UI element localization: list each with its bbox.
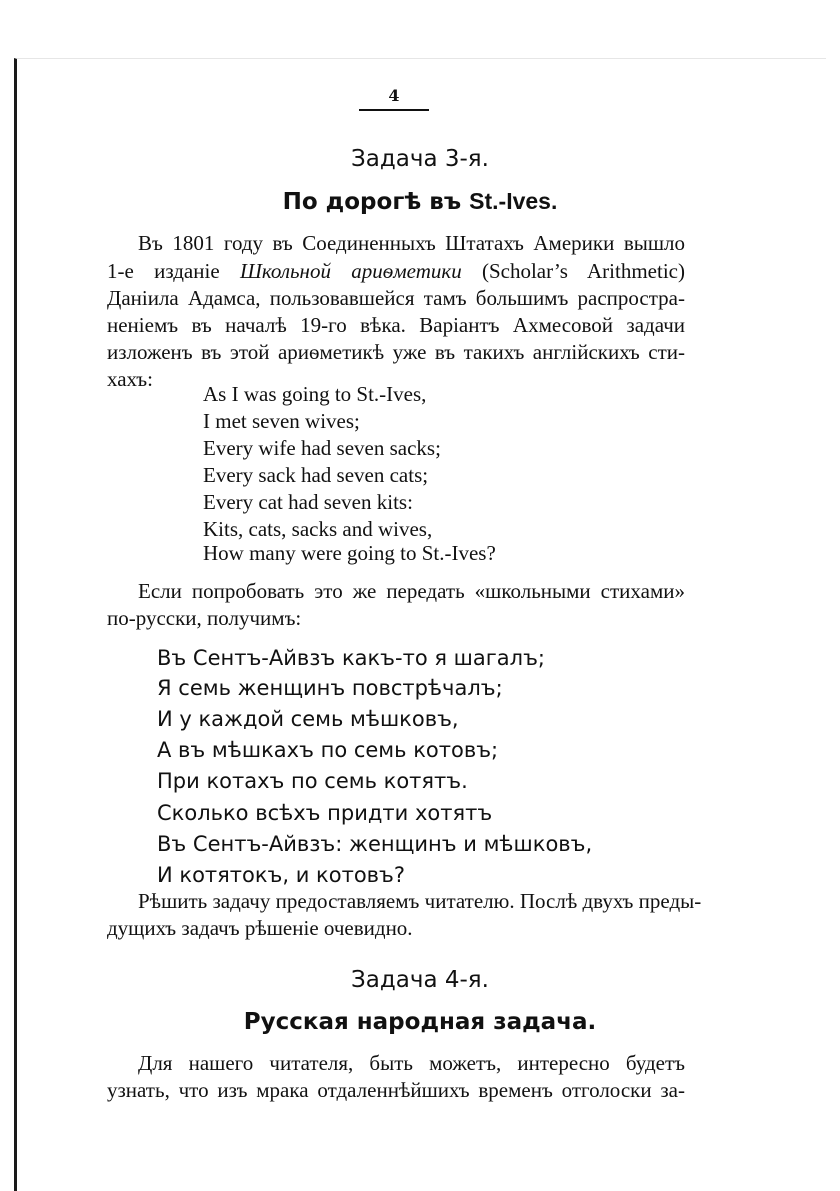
task3-intro-line-1 [138, 230, 685, 256]
poem-en-line: Every wife had seven sacks; [203, 436, 441, 460]
poem-ru-line: И котятокъ, и котовъ? [157, 863, 406, 887]
task3-heading-en: St.-Ives. [469, 188, 558, 214]
page-number-rule [359, 109, 429, 111]
poem-ru-line: Въ Сентъ-Айвзъ какъ-то я шагалъ; [157, 646, 545, 670]
task3-intro-line-4 [107, 312, 685, 338]
poem-en-line: Every sack had seven cats; [203, 463, 429, 487]
poem-ru-line: И у каждой семь мѣшковъ, [157, 707, 459, 731]
task3-intro-text: изложенъ въ этой ариѳметикѣ уже въ такихъ англійскихъ сти- [107, 340, 685, 364]
task3-conclusion-line-1: Рѣшить задачу предоставляемъ читателю. Послѣ двухъ преды- [138, 889, 702, 913]
poem-en-line: Kits, cats, sacks and wives, [203, 517, 433, 541]
poem-ru-line: Въ Сентъ-Айвзъ: женщинъ и мѣшковъ, [157, 832, 593, 856]
task3-intro-text: Даніила Адамса, пользовавшейся тамъ большимъ распростра- [107, 286, 685, 310]
task3-title: Задача 3-я. [351, 146, 489, 172]
task3-transition-line-2: по-русски, получимъ: [107, 606, 302, 630]
task4-intro-line-1: Для нашего читателя, быть можетъ, интересно будетъ [138, 1051, 685, 1075]
poem-ru-line: Я семь женщинъ повстрѣчалъ; [157, 676, 503, 700]
task3-intro-text: Въ 1801 году въ Соединенныхъ Штатахъ Америки вышло [138, 231, 685, 255]
task4-title: Задача 4-я. [351, 967, 489, 993]
poem-en-line: As I was going to St.-Ives, [203, 382, 427, 406]
task3-intro-line-5 [107, 339, 685, 365]
task3-heading-ru: По дорогѣ въ [282, 189, 462, 215]
task3-conclusion-line-2: дущихъ задачъ рѣшеніе очевидно. [107, 916, 413, 940]
poem-ru-line: При котахъ по семь котятъ. [157, 769, 468, 793]
poem-ru-line: Сколько всѣхъ придти хотятъ [157, 801, 493, 825]
poem-ru-line: А въ мѣшкахъ по семь котовъ; [157, 738, 499, 762]
task3-heading [0, 188, 840, 215]
page-number: 4 [388, 86, 400, 105]
task3-intro-text: 1-е изданіе [107, 259, 240, 283]
poem-en-line: How many were going to St.-Ives? [203, 541, 496, 565]
page-number-block [359, 86, 429, 111]
task4-intro-line-2: узнать, что изъ мрака отдаленнѣйшихъ временъ отголоски за- [107, 1078, 685, 1102]
task4-heading: Русская народная задача. [243, 1009, 597, 1035]
task3-book-title: Школьной ариѳметики [239, 259, 462, 283]
poem-en-line: I met seven wives; [203, 409, 360, 433]
poem-en-line: Every cat had seven kits: [203, 490, 413, 514]
task3-intro-text: хахъ: [107, 367, 153, 391]
task3-intro-line-3 [107, 285, 685, 311]
task3-intro-text: (Scholar’s Arithmetic) [461, 259, 685, 283]
task3-transition-line-1: Если попробовать это же передать «школьными стихами» [138, 579, 685, 603]
task3-intro-line-6 [107, 366, 153, 392]
task3-intro-text: неніемъ въ началѣ 19-го вѣка. Варіантъ Ахмесовой задачи [107, 313, 685, 337]
task3-intro-line-2 [107, 258, 685, 284]
